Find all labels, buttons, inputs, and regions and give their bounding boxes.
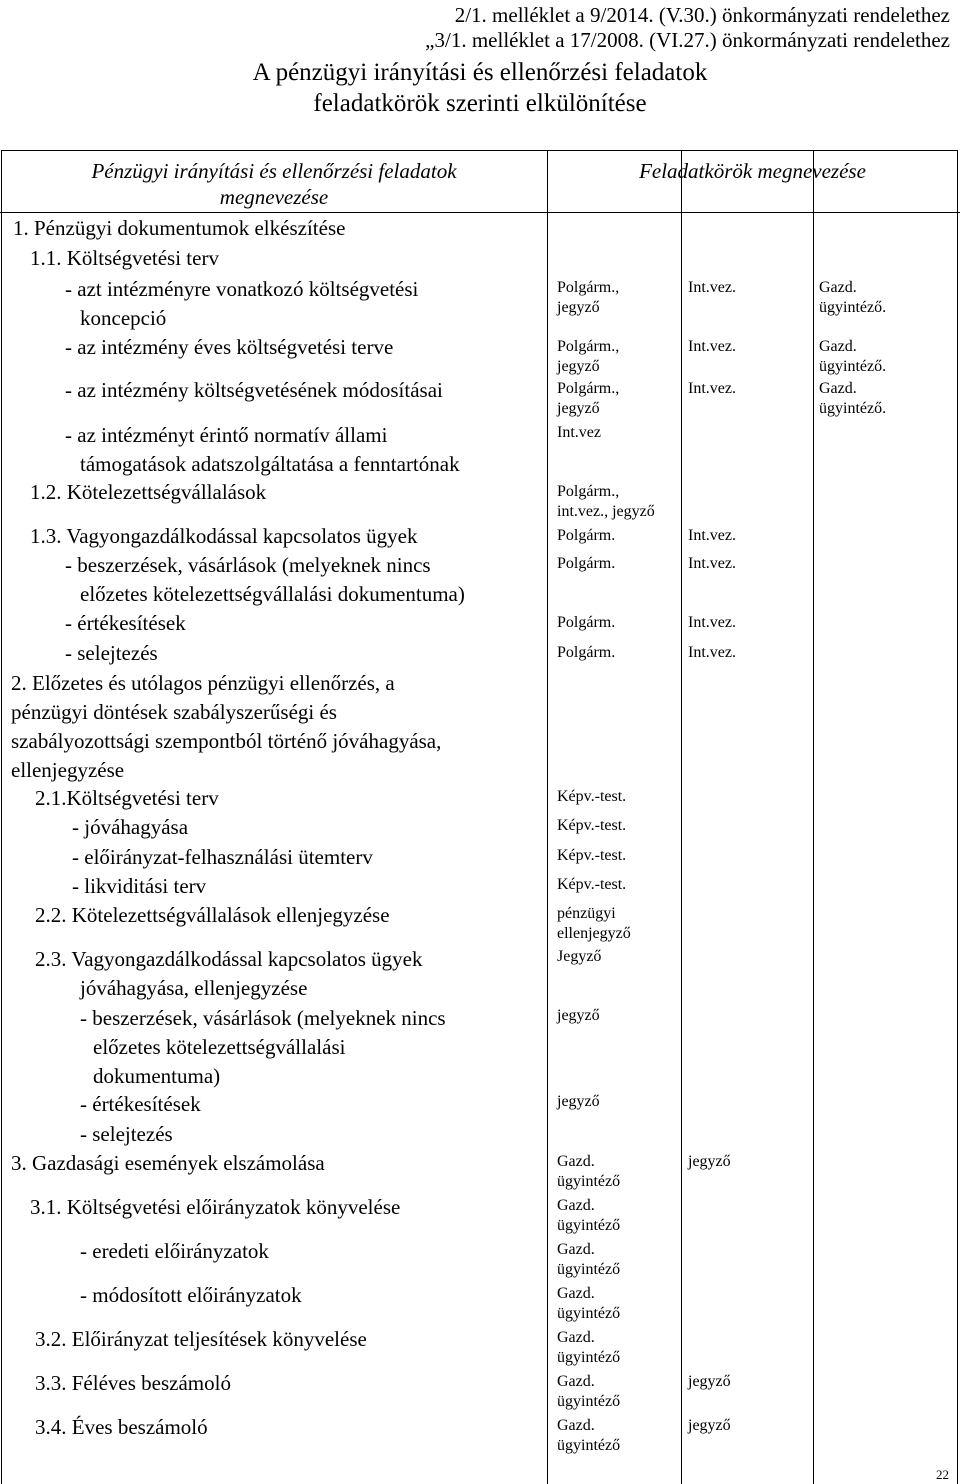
task-disposal: - selejtezés xyxy=(65,641,158,665)
section-2-3-title-line-2: jóváhagyása, ellenjegyzése xyxy=(80,976,308,1000)
table-header-border xyxy=(0,212,960,213)
role-text: int.vez., jegyző xyxy=(557,503,655,520)
role-institution-head: Int.vez. xyxy=(688,644,736,661)
section-1-title: 1. Pénzügyi dokumentumok elkészítése xyxy=(13,216,346,240)
section-3-3-title: 3.3. Féléves beszámoló xyxy=(35,1371,231,1395)
section-2-title-line-4: ellenjegyzése xyxy=(11,758,125,782)
role-text: Polgárm., xyxy=(557,279,620,296)
role-text: ellenjegyző xyxy=(557,925,631,942)
table-column-divider-1 xyxy=(547,150,548,1484)
role-council: Képv.-test. xyxy=(557,876,627,893)
role-financial-countersigner xyxy=(557,904,631,944)
role-text: ügyintéző xyxy=(557,1305,621,1322)
role-text: pénzügyi xyxy=(557,905,616,922)
task-purchases-line-2: előzetes kötelezettségvállalási dokumentuma) xyxy=(80,582,465,606)
role-text: Gazd. xyxy=(557,1153,595,1170)
document-title-line-2: feladatkörök szerinti elkülönítése xyxy=(313,90,647,117)
task-appropriation-schedule: - előirányzat-felhasználási ütemterv xyxy=(72,845,373,869)
section-2-2-title: 2.2. Kötelezettségvállalások ellenjegyzése xyxy=(35,903,390,927)
column-header-tasks xyxy=(4,158,544,210)
section-3-2-title: 3.2. Előirányzat teljesítések könyvelése xyxy=(35,1327,367,1351)
role-institution-head: Int.vez. xyxy=(688,338,736,355)
role-finance-officer xyxy=(557,1416,620,1456)
role-mayor: Polgárm. xyxy=(557,644,616,661)
role-text: Gazd. xyxy=(557,1285,595,1302)
role-finance-officer xyxy=(819,278,886,318)
role-text: Polgárm., xyxy=(557,380,620,397)
role-mayor-notary xyxy=(557,278,619,318)
role-text: jegyző xyxy=(557,358,600,375)
role-notary: jegyző xyxy=(688,1373,731,1390)
page-number: 22 xyxy=(936,1467,949,1482)
role-institution-head: Int.vez. xyxy=(688,555,736,572)
task-liquidity-plan: - likviditási terv xyxy=(72,874,207,898)
role-text: ügyintéző. xyxy=(819,400,887,417)
task-annual-budget: - az intézmény éves költségvetési terve xyxy=(65,335,394,359)
section-3-title: 3. Gazdasági események elszámolása xyxy=(11,1151,325,1175)
role-finance-officer xyxy=(557,1152,620,1192)
role-text: ügyintéző xyxy=(557,1261,621,1278)
role-text: ügyintéző xyxy=(557,1173,621,1190)
table-right-border xyxy=(957,150,958,1484)
role-finance-officer xyxy=(557,1372,620,1412)
role-mayor: Polgárm. xyxy=(557,527,616,544)
section-1-1-title: 1.1. Költségvetési terv xyxy=(30,246,219,270)
role-mayor: Polgárm. xyxy=(557,555,616,572)
role-text: Gazd. xyxy=(819,338,857,355)
role-finance-officer xyxy=(557,1240,620,1280)
role-text: ügyintéző. xyxy=(819,358,887,375)
role-finance-officer xyxy=(557,1284,620,1324)
task-sales-approval: - értékesítések xyxy=(80,1092,201,1116)
role-finance-officer xyxy=(557,1328,620,1368)
table-top-border xyxy=(1,150,958,151)
section-1-2-title: 1.2. Kötelezettségvállalások xyxy=(30,480,267,504)
role-finance-officer xyxy=(819,337,886,377)
role-text: ügyintéző xyxy=(557,1349,621,1366)
annex-reference-line-2: „3/1. melléklet a 17/2008. (VI.27.) önkormányzati rendelethez xyxy=(425,28,950,52)
section-2-3-title-line-1: 2.3. Vagyongazdálkodással kapcsolatos ügyek xyxy=(35,947,423,971)
role-text: ügyintéző. xyxy=(819,299,887,316)
task-original-appropriations: - eredeti előirányzatok xyxy=(80,1239,269,1263)
task-purchases-approval-line-3: dokumentuma) xyxy=(93,1064,221,1088)
role-text: Gazd. xyxy=(557,1329,595,1346)
task-budget-amendments: - az intézmény költségvetésének módosításai xyxy=(65,378,443,402)
role-mayor-notary xyxy=(557,337,619,377)
role-text: jegyző xyxy=(557,299,600,316)
role-text: Gazd. xyxy=(819,279,857,296)
role-institution-head: Int.vez. xyxy=(688,527,736,544)
role-text: Polgárm., xyxy=(557,338,620,355)
section-2-title-line-2: pénzügyi döntések szabályszerűségi és xyxy=(11,700,337,724)
section-3-1-title: 3.1. Költségvetési előirányzatok könyvelése xyxy=(30,1195,401,1219)
role-notary: jegyző xyxy=(688,1153,731,1170)
role-text: Gazd. xyxy=(557,1417,595,1434)
role-institution-head: Int.vez xyxy=(557,424,601,441)
role-text: ügyintéző xyxy=(557,1437,621,1454)
role-notary: jegyző xyxy=(557,1093,600,1110)
task-purchases-line-1: - beszerzések, vásárlások (melyeknek nincs xyxy=(65,553,431,577)
role-text: ügyintéző xyxy=(557,1217,621,1234)
role-notary: Jegyző xyxy=(557,948,602,965)
task-normative-support-line-2: támogatások adatszolgáltatása a fenntartónak xyxy=(80,452,460,476)
task-budget-concept-line-1: - azt intézményre vonatkozó költségvetési xyxy=(65,277,419,301)
role-notary: jegyző xyxy=(688,1417,731,1434)
role-institution-head: Int.vez. xyxy=(688,380,736,397)
role-mayor: Polgárm. xyxy=(557,614,616,631)
table-column-divider-2 xyxy=(681,150,682,1484)
role-text: Gazd. xyxy=(819,380,857,397)
task-sales: - értékesítések xyxy=(65,611,186,635)
task-approval: - jóváhagyása xyxy=(72,815,189,839)
role-council: Képv.-test. xyxy=(557,847,627,864)
section-3-4-title: 3.4. Éves beszámoló xyxy=(35,1415,208,1439)
role-text: jegyző xyxy=(557,400,600,417)
section-2-title-line-1: 2. Előzetes és utólagos pénzügyi ellenőrzés, a xyxy=(11,671,395,695)
role-institution-head: Int.vez. xyxy=(688,614,736,631)
task-budget-concept-line-2: koncepció xyxy=(80,306,167,330)
role-finance-officer xyxy=(557,1196,620,1236)
column-header-tasks-line-2: megnevezése xyxy=(219,185,329,209)
table-column-divider-3 xyxy=(813,150,814,1484)
role-council: Képv.-test. xyxy=(557,817,627,834)
task-purchases-approval-line-1: - beszerzések, vásárlások (melyeknek nincs xyxy=(80,1006,446,1030)
role-text: Gazd. xyxy=(557,1197,595,1214)
task-purchases-approval-line-2: előzetes kötelezettségvállalási xyxy=(93,1035,346,1059)
role-notary: jegyző xyxy=(557,1007,600,1024)
role-mayor-notary xyxy=(557,379,619,419)
role-institution-head: Int.vez. xyxy=(688,279,736,296)
section-1-3-title: 1.3. Vagyongazdálkodással kapcsolatos ügyek xyxy=(30,524,418,548)
table-left-border xyxy=(1,150,2,1484)
task-disposal-approval: - selejtezés xyxy=(80,1122,173,1146)
column-header-tasks-line-1: Pénzügyi irányítási és ellenőrzési feladatok xyxy=(91,159,457,183)
role-text: ügyintéző xyxy=(557,1393,621,1410)
column-header-roles: Feladatkörök megnevezése xyxy=(639,159,866,183)
role-text: Polgárm., xyxy=(557,483,620,500)
section-2-title-line-3: szabályozottsági szempontból történő jóváhagyása, xyxy=(11,729,442,753)
annex-reference-line-1: 2/1. melléklet a 9/2014. (V.30.) önkormányzati rendelethez xyxy=(454,3,950,27)
document-title-line-1: A pénzügyi irányítási és ellenőrzési feladatok xyxy=(252,59,708,86)
role-finance-officer xyxy=(819,379,886,419)
role-council: Képv.-test. xyxy=(557,788,627,805)
task-normative-support-line-1: - az intézményt érintő normatív állami xyxy=(65,423,388,447)
role-mayor-head-notary xyxy=(557,482,655,522)
role-text: Gazd. xyxy=(557,1373,595,1390)
role-text: Gazd. xyxy=(557,1241,595,1258)
section-2-1-title: 2.1.Költségvetési terv xyxy=(35,786,219,810)
task-modified-appropriations: - módosított előirányzatok xyxy=(80,1283,302,1307)
